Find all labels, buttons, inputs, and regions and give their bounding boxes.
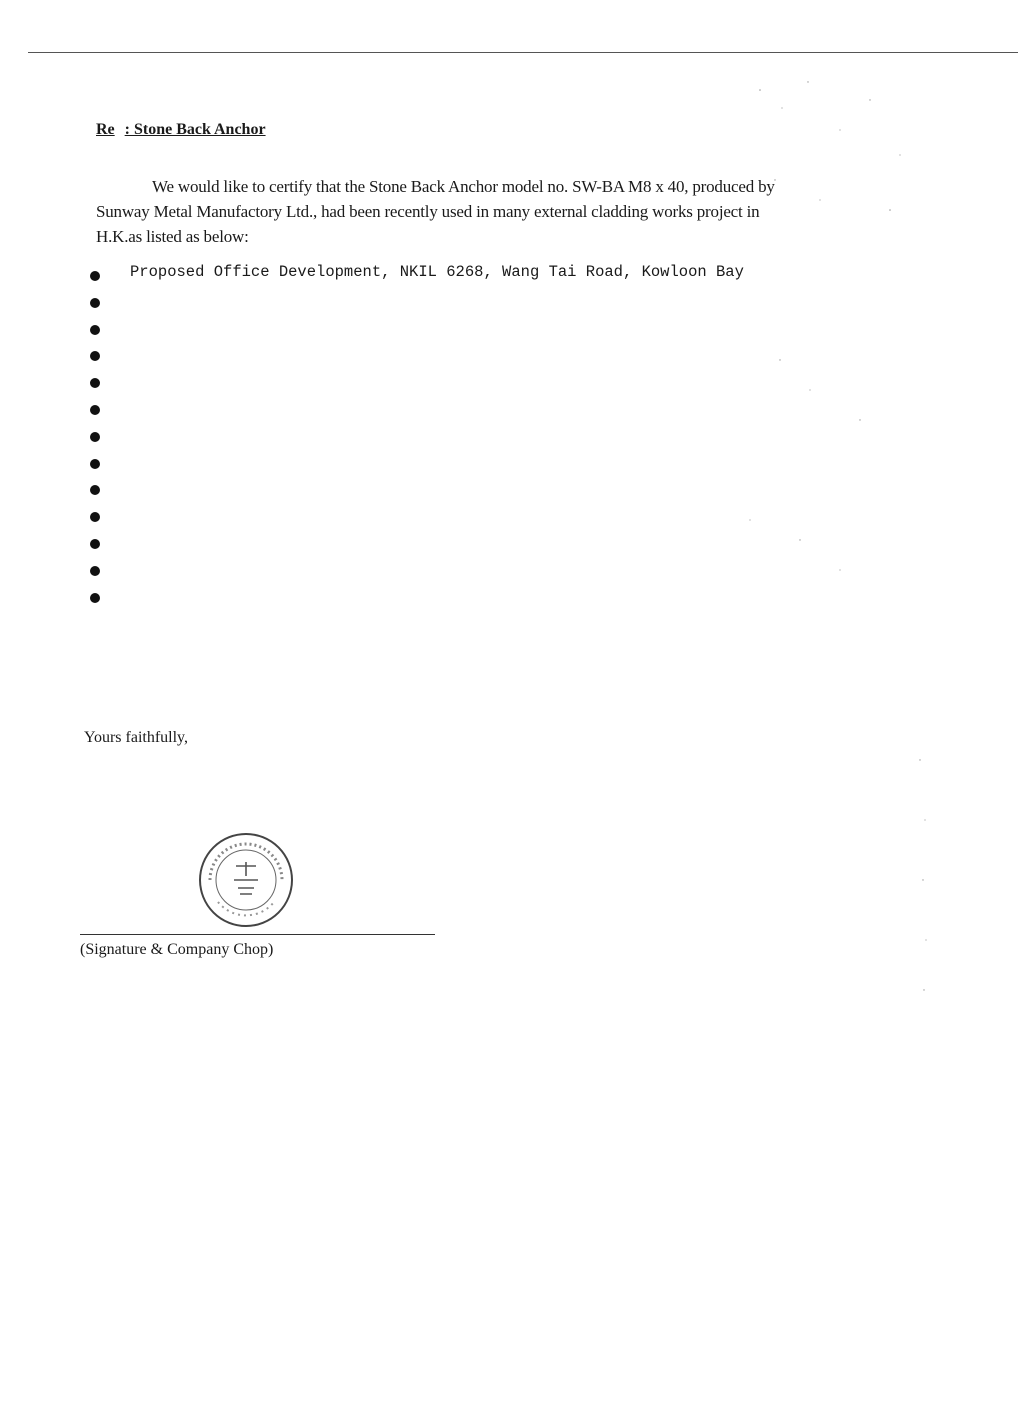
bullet-icon (90, 512, 100, 522)
bullet-icon (90, 593, 100, 603)
bullet-icon (90, 459, 100, 469)
top-rule (28, 52, 1018, 53)
list-item (88, 396, 808, 423)
bullet-icon (90, 432, 100, 442)
bullet-icon (90, 298, 100, 308)
closing-text: Yours faithfully, (84, 729, 189, 746)
bullet-icon (90, 271, 100, 281)
bullet-icon (90, 539, 100, 549)
bullet-icon (90, 405, 100, 415)
list-item (88, 289, 808, 316)
list-item (88, 584, 808, 611)
list-item (88, 316, 808, 343)
signature-caption: (Signature & Company Chop) (80, 941, 274, 958)
signature-line (80, 934, 435, 935)
project-list (88, 262, 808, 610)
list-item (88, 342, 808, 369)
list-item (88, 369, 808, 396)
bullet-icon (90, 351, 100, 361)
subject-text: : Stone Back Anchor (124, 121, 266, 138)
list-item (88, 423, 808, 450)
list-item (88, 476, 808, 503)
re-label: Re (96, 121, 115, 138)
intro-text: We would like to certify that the Stone Back Anchor model no. SW-BA M8 x 40, produced by Sunway Metal Manufactory Ltd., had been recently used in many external cladding works project in H.K.as listed as below: (96, 177, 775, 246)
bullet-icon (90, 566, 100, 576)
project-text: Proposed Office Development, NKIL 6268, Wang Tai Road, Kowloon Bay (130, 263, 744, 281)
list-item (88, 262, 808, 289)
company-seal-icon (196, 830, 296, 930)
bullet-icon (90, 378, 100, 388)
list-item (88, 557, 808, 584)
list-item (88, 503, 808, 530)
bullet-icon (90, 325, 100, 335)
list-item (88, 450, 808, 477)
intro-paragraph (96, 174, 776, 249)
list-item (88, 530, 808, 557)
subject-line (96, 121, 266, 139)
bullet-icon (90, 485, 100, 495)
